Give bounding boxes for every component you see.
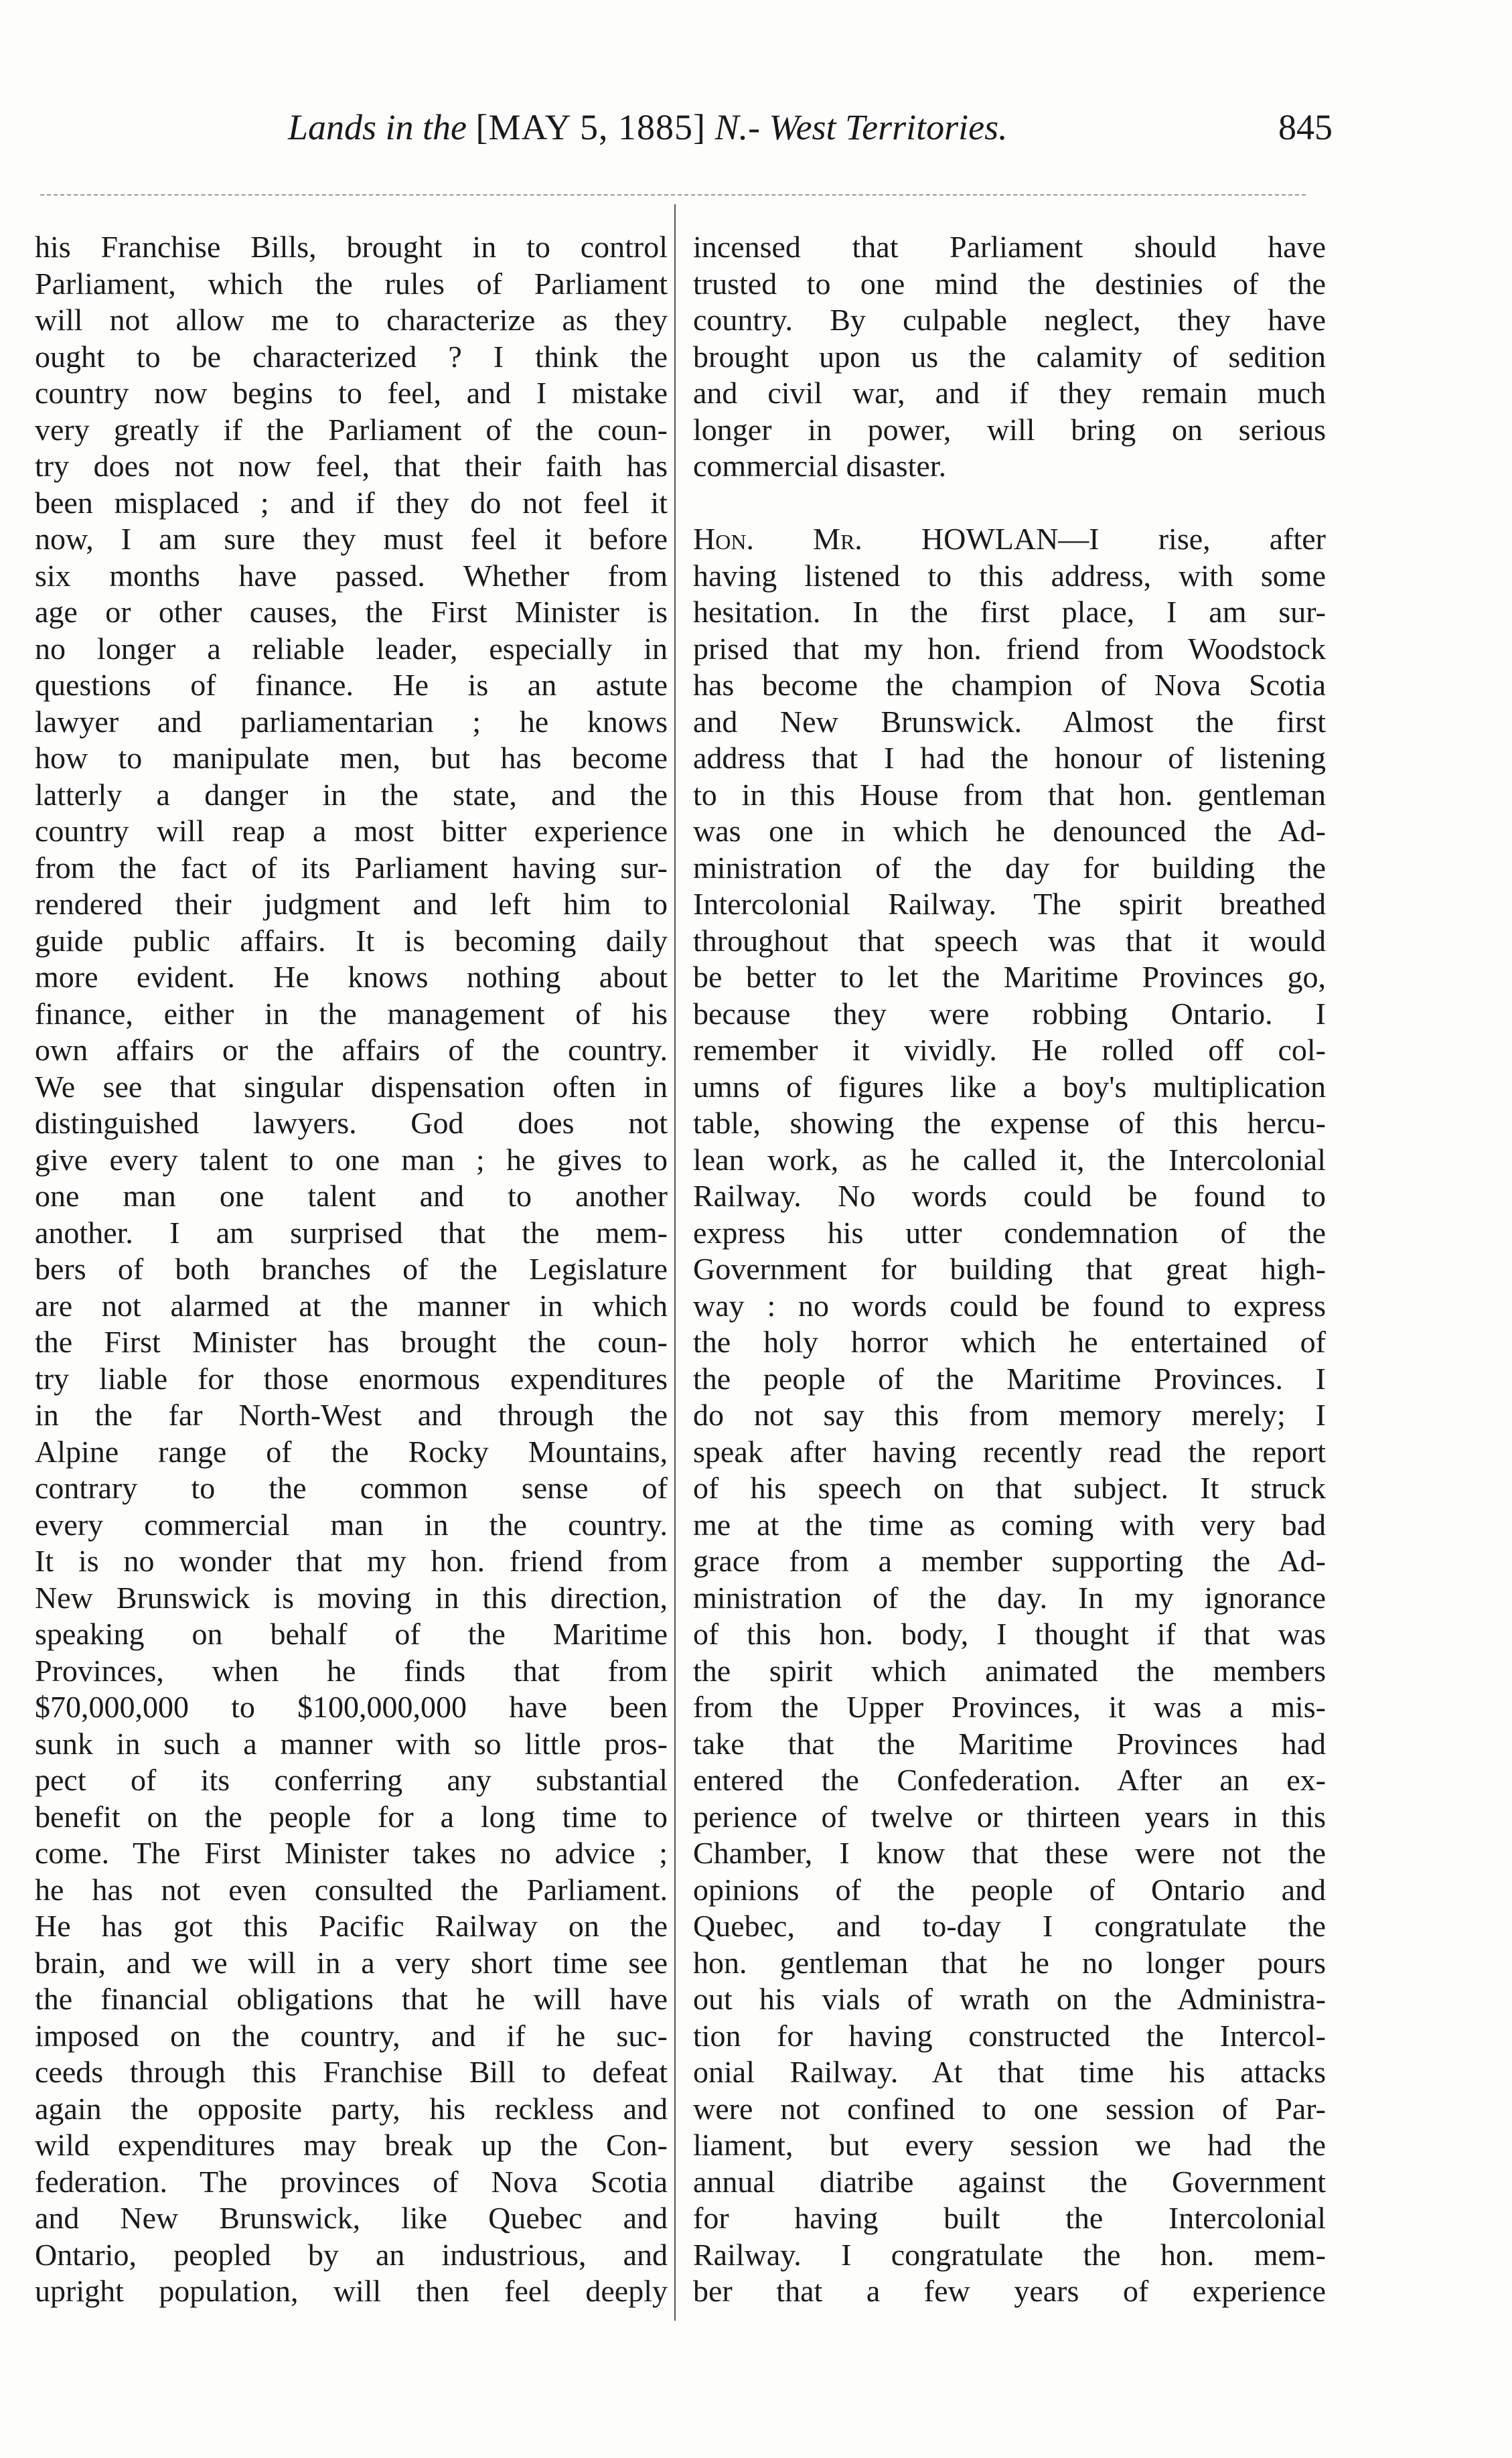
text-line: lean work, as he called it, the Intercolonial — [693, 1142, 1326, 1177]
text-line: and New Brunswick. Almost the first — [693, 704, 1326, 739]
text-line: give every talent to one man ; he gives to — [35, 1142, 668, 1177]
text-line: latterly a danger in the state, and the — [35, 777, 668, 812]
text-line: country. By culpable neglect, they have — [693, 303, 1326, 337]
page-number: 845 — [1278, 107, 1333, 147]
text-line: how to manipulate men, but has become — [35, 741, 668, 775]
text-line: Alpine range of the Rocky Mountains, — [35, 1434, 668, 1469]
text-line: rendered their judgment and left him to — [35, 887, 668, 921]
text-line: try does not now feel, that their faith has — [35, 449, 668, 483]
text-line: the financial obligations that he will have — [35, 1982, 668, 2016]
text-line: longer in power, will bring on serious — [693, 412, 1326, 447]
text-line: imposed on the country, and if he suc- — [35, 2018, 668, 2053]
text-line: be better to let the Maritime Provinces go, — [693, 960, 1326, 994]
text-line: pect of its conferring any substantial — [35, 1763, 668, 1797]
text-line: tion for having constructed the Intercol- — [693, 2018, 1326, 2053]
text-line: commercial disaster. — [693, 449, 947, 483]
text-line: benefit on the people for a long time to — [35, 1799, 668, 1834]
text-line: the First Minister has brought the coun- — [35, 1325, 668, 1359]
speaker-line-rest: —I rise, after — [1058, 522, 1326, 556]
left-column — [35, 229, 668, 2310]
text-line: It is no wonder that my hon. friend from — [35, 1544, 668, 1578]
text-line: New Brunswick is moving in this direction, — [35, 1580, 668, 1615]
column-divider — [674, 204, 676, 2321]
text-line: table, showing the expense of this hercu- — [693, 1106, 1326, 1140]
text-line: hon. gentleman that he no longer pours — [693, 1945, 1326, 1980]
text-line: sunk in such a manner with so little pros- — [35, 1726, 668, 1761]
text-line: because they were robbing Ontario. I — [693, 996, 1326, 1031]
header-right-title: N.- West Territories. — [714, 107, 1008, 147]
text-line: to in this House from that hon. gentleman — [693, 777, 1326, 812]
text-line: the spirit which animated the members — [693, 1653, 1326, 1688]
text-line: take that the Maritime Provinces had — [693, 1726, 1326, 1761]
text-line: ber that a few years of experience — [693, 2274, 1326, 2308]
text-line: $70,000,000 to $100,000,000 have been — [35, 1690, 668, 1724]
text-line: We see that singular dispensation often in — [35, 1069, 668, 1104]
text-line: prised that my hon. friend from Woodstock — [693, 631, 1326, 666]
text-line: out his vials of wrath on the Administra- — [693, 1982, 1326, 2016]
text-line: speaking on behalf of the Maritime — [35, 1617, 668, 1651]
text-line: incensed that Parliament should have — [693, 230, 1326, 264]
text-line: now, I am sure they must feel it before — [35, 522, 668, 556]
text-line: hesitation. In the first place, I am sur- — [693, 595, 1326, 629]
text-line: own affairs or the affairs of the country. — [35, 1033, 668, 1067]
text-line: me at the time as coming with very bad — [693, 1507, 1326, 1542]
text-line: was one in which he denounced the Ad- — [693, 814, 1326, 848]
text-line: every commercial man in the country. — [35, 1507, 668, 1542]
text-line: Railway. No words could be found to — [693, 1179, 1326, 1213]
text-line: the people of the Maritime Provinces. I — [693, 1361, 1326, 1396]
text-line: bers of both branches of the Legislature — [35, 1252, 668, 1286]
text-line: ought to be characterized ? I think the — [35, 339, 668, 374]
text-line: questions of finance. He is an astute — [35, 668, 668, 702]
text-line: one man one talent and to another — [35, 1179, 668, 1213]
text-line: Government for building that great high- — [693, 1252, 1326, 1286]
right-column — [693, 229, 1326, 2310]
text-line: He has got this Pacific Railway on the — [35, 1909, 668, 1943]
text-line: address that I had the honour of listening — [693, 741, 1326, 775]
text-line: wild expenditures may break up the Con- — [35, 2128, 668, 2162]
text-line: lawyer and parliamentarian ; he knows — [35, 704, 668, 739]
text-line: Railway. I congratulate the hon. mem- — [693, 2237, 1326, 2272]
text-line: again the opposite party, his reckless and — [35, 2091, 668, 2126]
header-rule — [40, 194, 1306, 196]
text-line: distinguished lawyers. God does not — [35, 1106, 668, 1140]
text-line: are not alarmed at the manner in which — [35, 1288, 668, 1323]
header-date: [MAY 5, 1885] — [475, 107, 706, 147]
text-line: federation. The provinces of Nova Scotia — [35, 2164, 668, 2199]
text-line: trusted to one mind the destinies of the — [693, 266, 1326, 301]
text-line: Ontario, peopled by an industrious, and — [35, 2237, 668, 2272]
text-line: perience of twelve or thirteen years in this — [693, 1799, 1326, 1834]
text-line: the holy horror which he entertained of — [693, 1325, 1326, 1359]
text-line: annual diatribe against the Government — [693, 2164, 1326, 2199]
text-line: contrary to the common sense of — [35, 1471, 668, 1505]
text-line: express his utter condemnation of the — [693, 1215, 1326, 1250]
speaker-name: Hon. Mr. HOWLAN — [693, 522, 1059, 556]
text-line: more evident. He knows nothing about — [35, 960, 668, 994]
text-line: were not confined to one session of Par- — [693, 2091, 1326, 2126]
text-line: of this hon. body, I thought if that was — [693, 1617, 1326, 1651]
text-line: entered the Confederation. After an ex- — [693, 1763, 1326, 1797]
text-line: Parliament, which the rules of Parliament — [35, 266, 668, 301]
text-line: remember it vividly. He rolled off col- — [693, 1033, 1326, 1067]
text-line: finance, either in the management of his — [35, 996, 668, 1031]
text-line: throughout that speech was that it would — [693, 923, 1326, 958]
text-line: another. I am surprised that the mem- — [35, 1215, 668, 1250]
text-line: ceeds through this Franchise Bill to defeat — [35, 2055, 668, 2089]
text-line: brain, and we will in a very short time see — [35, 1945, 668, 1980]
text-line: grace from a member supporting the Ad- — [693, 1544, 1326, 1578]
speaker-line — [693, 521, 1326, 558]
text-line: and civil war, and if they remain much — [693, 376, 1326, 410]
text-line: of his speech on that subject. It struck — [693, 1471, 1326, 1505]
text-line: in the far North-West and through the — [35, 1398, 668, 1432]
text-line: been misplaced ; and if they do not feel it — [35, 485, 668, 520]
text-line: try liable for those enormous expenditures — [35, 1361, 668, 1396]
text-line: country now begins to feel, and I mistake — [35, 376, 668, 410]
text-line: he has not even consulted the Parliament. — [35, 1872, 668, 1907]
paragraph-howlan — [693, 558, 1326, 2310]
text-line: having listened to this address, with some — [693, 558, 1326, 593]
text-line: no longer a reliable leader, especially in — [35, 631, 668, 666]
text-line: guide public affairs. It is becoming daily — [35, 923, 668, 958]
text-line: Chamber, I know that these were not the — [693, 1836, 1326, 1870]
text-line: Quebec, and to-day I congratulate the — [693, 1909, 1326, 1943]
text-line: and New Brunswick, like Quebec and — [35, 2201, 668, 2235]
header-title — [288, 100, 1008, 154]
text-line: will not allow me to characterize as they — [35, 303, 668, 337]
text-line: umns of figures like a boy's multiplication — [693, 1069, 1326, 1104]
text-line: liament, but every session we had the — [693, 2128, 1326, 2162]
text-line: six months have passed. Whether from — [35, 558, 668, 593]
text-line: speak after having recently read the report — [693, 1434, 1326, 1469]
text-line: brought upon us the calamity of sedition — [693, 339, 1326, 374]
text-line: ministration of the day. In my ignorance — [693, 1580, 1326, 1615]
text-line: do not say this from memory merely; I — [693, 1398, 1326, 1432]
paragraph-closing — [693, 229, 1326, 485]
text-line: his Franchise Bills, brought in to control — [35, 230, 668, 264]
text-line: way : no words could be found to express — [693, 1288, 1326, 1323]
text-line: has become the champion of Nova Scotia — [693, 668, 1326, 702]
text-line: Provinces, when he finds that from — [35, 1653, 668, 1688]
text-line: from the fact of its Parliament having sur- — [35, 850, 668, 885]
running-header — [288, 100, 1333, 154]
text-line: age or other causes, the First Minister is — [35, 595, 668, 629]
text-line: come. The First Minister takes no advice ; — [35, 1836, 668, 1870]
text-line: very greatly if the Parliament of the coun- — [35, 412, 668, 447]
text-line: for having built the Intercolonial — [693, 2201, 1326, 2235]
text-line: from the Upper Provinces, it was a mis- — [693, 1690, 1326, 1724]
text-line: onial Railway. At that time his attacks — [693, 2055, 1326, 2089]
text-line: opinions of the people of Ontario and — [693, 1872, 1326, 1907]
text-line: upright population, will then feel deeply — [35, 2274, 668, 2308]
header-left-title: Lands in the — [288, 107, 467, 147]
paragraph-gap — [693, 485, 1326, 522]
text-line: Intercolonial Railway. The spirit breathed — [693, 887, 1326, 921]
text-line: ministration of the day for building the — [693, 850, 1326, 885]
text-line: country will reap a most bitter experience — [35, 814, 668, 848]
